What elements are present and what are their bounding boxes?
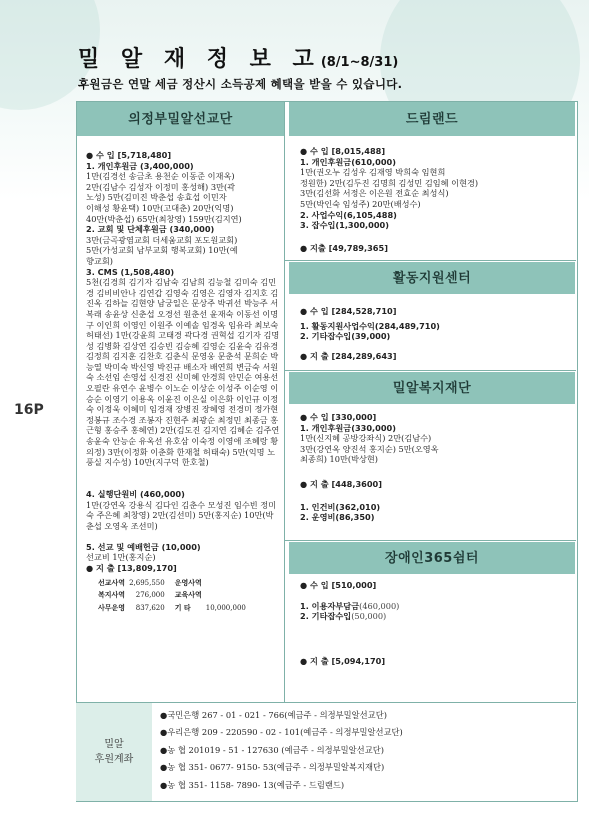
- personal-donation-heading: 1. 개인후원금 (3,400,000): [86, 160, 194, 171]
- account-item: ●농 협 351- 1158- 7890- 13(예금주 - 드림랜드): [160, 779, 345, 790]
- income-heading: ● 수 입 [8,015,488]: [300, 146, 386, 156]
- misc-income-heading: 2. 기타잡수입: [300, 611, 352, 622]
- expense-heading: ● 지 출 [448,3600]: [300, 478, 382, 489]
- table-row: [98, 589, 256, 602]
- dreamland-body: [300, 146, 570, 253]
- section-header-activity-center: 활동지원센터: [289, 262, 575, 294]
- income-heading: ● 수 입 [5,718,480]: [86, 150, 172, 160]
- donation-accounts: [76, 702, 576, 801]
- income-heading: ● 수 입 [510,000]: [300, 580, 377, 590]
- table-cell: 복지사역: [98, 591, 126, 600]
- text-line: 최종희) 10만(박상현): [300, 454, 378, 465]
- user-fee-heading: 1. 이용자부담금: [300, 600, 360, 611]
- business-income-line: 2. 사업수익(6,105,488): [300, 209, 397, 220]
- expense-heading: ● 지 출 [284,289,643]: [300, 350, 397, 361]
- text-line: 1만(신지혜 공방강좌식) 2만(김남수): [300, 433, 432, 444]
- activity-body: [300, 306, 570, 361]
- table-cell: [206, 577, 256, 590]
- personal-donation-heading: 1. 개인후원금(330,000): [300, 422, 396, 433]
- section-header-shelter: 장애인365쉼터: [289, 542, 575, 574]
- account-item: ●국민은행 267 - 01 - 021 - 766(예금주 - 의정부밀알선교단): [160, 710, 387, 720]
- accounts-label-line: 밀알: [104, 739, 124, 750]
- table-cell: 2,695,550: [129, 578, 165, 587]
- expense-table: [98, 577, 256, 615]
- mission-offering-line: 선교비 1만(홍지순): [86, 552, 156, 563]
- section-header-dreamland: 드림랜드: [289, 102, 575, 136]
- misc-income-line: 3. 잡수입(1,300,000): [300, 220, 389, 231]
- personal-donation-heading: 1. 개인후원금(610,000): [300, 156, 396, 167]
- text-line: 5만(박인숙 임성주) 20만(배성수): [300, 198, 421, 209]
- cms-donor-list: 5천(김경희 김기자 김남숙 김남희 김능철 김미숙 김민경 김비비안나 김연갑 김영숙 김영은 김영자 김지호 김진옥 김하늘 김현양 남궁일은 문상주 박귀선 박능주 서복래 송윤상 신춘섭 오경선 원춘선 윤재숙 이동선 이명구 이인희 이영인 이원주 이예솔 임경옥 임유라 최보숙 허태선) 1만(강윤희 고태경 곽다경 권혁섭 김기자 김명성 김병화 김상연 김승빈 김승혜 김영순 김윤숙 김유경 김정희 김지훈 김찬호 김춘식 문영웅 문춘석 문희순 박능열 박미숙 박신영 박진규 배소자 배연희 변금숙 서원숙 소선임 손영섭 신경진 신미혜 안경희 안민순 여용선 오필란 유연수 윤병수 이노순 이상순 이성주 이순영 이승순 이영기 이용옥 이윤진 이은실 이은화 이인규 이정숙 이정욱 이혜미 임경재 장병진 장혜영 전경미 정가현 정봉규 조수경 조봉자 진현주 최광순 최정민 최종금 홍근형 홍승주 홍혜연) 2만(김도진 김지연 김혜순 김주연 송윤숙 안능순 유옥선 유호삼 이숙정 이영애 조혜랑 황의정) 3만(이정화 이춘화 한재철 허태숙) 5만(익명 노풍실 지수성) 10만(지구덕 한호철): [86, 277, 280, 468]
- table-cell: 사무운영: [98, 603, 126, 612]
- table-cell: 선교사역: [98, 578, 126, 587]
- text-line: 이해성 황윤택) 10만(고대춘) 20만(익명): [86, 202, 234, 213]
- text-line: 1만(권오누 김성우 김재영 박희숙 임현희: [300, 167, 446, 178]
- table-cell: 운영사역: [174, 578, 202, 587]
- account-item: ●농 협 351- 0677- 9150- 53(예금주 - 의정부밀알복지재단): [160, 762, 385, 773]
- section-header-uijeongbu: 의정부밀알선교단: [77, 102, 284, 136]
- table-row: [98, 602, 256, 615]
- operating-expense-line: 2. 운영비(86,350): [300, 512, 375, 523]
- member-fee-heading: 4. 실행단원비 (460,000): [86, 489, 185, 500]
- text-line: 향교회): [86, 255, 113, 266]
- user-fee-value: (460,000): [359, 600, 400, 611]
- table-cell: 교육사역: [174, 591, 202, 600]
- text-line: 3만(금곡광염교회 더세움교회 포도원교회): [86, 234, 238, 245]
- accounts-label-line: 후원계좌: [94, 754, 134, 765]
- text-line: 3만(김선화 서정은 이은원 전효순 최성식): [300, 188, 449, 199]
- member-fee-list: 1만(강연옥 강용식 김다인 김춘수 모성진 임수빈 정미숙 주은혜 최창영) 2만(김선미) 5만(홍지순) 10만(박춘섭 오영옥 조선미): [86, 499, 277, 531]
- page-title: [78, 42, 398, 73]
- table-cell: 기 타: [174, 603, 191, 612]
- title-main: 밀 알 재 정 보 고: [78, 47, 321, 72]
- uijeongbu-body: [86, 150, 280, 614]
- table-cell: [206, 589, 256, 602]
- table-cell: 10,000,000: [205, 603, 246, 612]
- mission-offering-heading: 5. 선교 및 예배헌금 (10,000): [86, 541, 201, 552]
- divider: [285, 260, 576, 261]
- divider: [285, 370, 576, 371]
- table-cell: 276,000: [135, 591, 165, 600]
- table-cell: 837,620: [135, 603, 165, 612]
- page-subtitle: 후원금은 연말 세금 정산시 소득공제 혜택을 받을 수 있습니다.: [78, 77, 403, 91]
- text-line: 정원한) 2만(김두진 김명희 김성민 김임혜 이현경): [300, 177, 479, 188]
- misc-income-line: 2. 기타잡수입(39,000): [300, 331, 391, 342]
- table-row: [98, 577, 256, 590]
- expense-heading: ● 지 출 [5,094,170]: [300, 655, 386, 666]
- text-line: 2만(김남수 김성자 이정미 홍성해) 3만(곽: [86, 181, 236, 192]
- text-line: 3만(강연옥 양진석 홍지순) 5만(오영옥: [300, 443, 439, 454]
- cms-heading: 3. CMS (1,508,480): [86, 266, 175, 277]
- account-item: ●농 협 201019 - 51 - 127630 (예금주 - 의정부밀알선교단): [160, 744, 384, 755]
- income-heading: ● 수 입 [284,528,710]: [300, 306, 397, 316]
- church-donation-heading: 2. 교회 및 단체후원금 (340,000): [86, 224, 215, 235]
- text-line: 5만(가성교회 남부교회 행복교회) 10만(예: [86, 245, 238, 256]
- account-list: [160, 707, 570, 794]
- account-item: ●우리은행 209 - 220590 - 02 - 101(예금주 - 의정부밀알선교단): [160, 727, 403, 738]
- income-heading: ● 수 입 [330,000]: [300, 412, 377, 422]
- welfare-body: [300, 412, 570, 523]
- title-range: (8/1~8/31): [320, 55, 399, 70]
- text-line: 40만(박춘섭) 65만(최창영) 159만(김지연): [86, 213, 242, 224]
- shelter-body: [300, 580, 570, 666]
- text-line: 1만(김경선 송금초 용천순 이동준 이재옥): [86, 171, 235, 182]
- divider: [285, 540, 576, 541]
- expense-heading: ● 지 출 [13,809,170]: [86, 562, 177, 573]
- text-line: 노성) 5만(김미진 박춘섭 송효섭 이민자: [86, 192, 227, 203]
- personnel-expense-line: 1. 인건비(362,010): [300, 501, 381, 512]
- accounts-label: [76, 703, 152, 801]
- expense-heading: ● 지출 [49,789,365]: [300, 242, 388, 253]
- section-header-welfare-foundation: 밀알복지재단: [289, 372, 575, 404]
- page-number: 16P: [14, 402, 44, 418]
- activity-support-income: 1. 활동지원사업수익(284,489,710): [300, 320, 440, 331]
- misc-income-value: (50,000): [351, 611, 387, 622]
